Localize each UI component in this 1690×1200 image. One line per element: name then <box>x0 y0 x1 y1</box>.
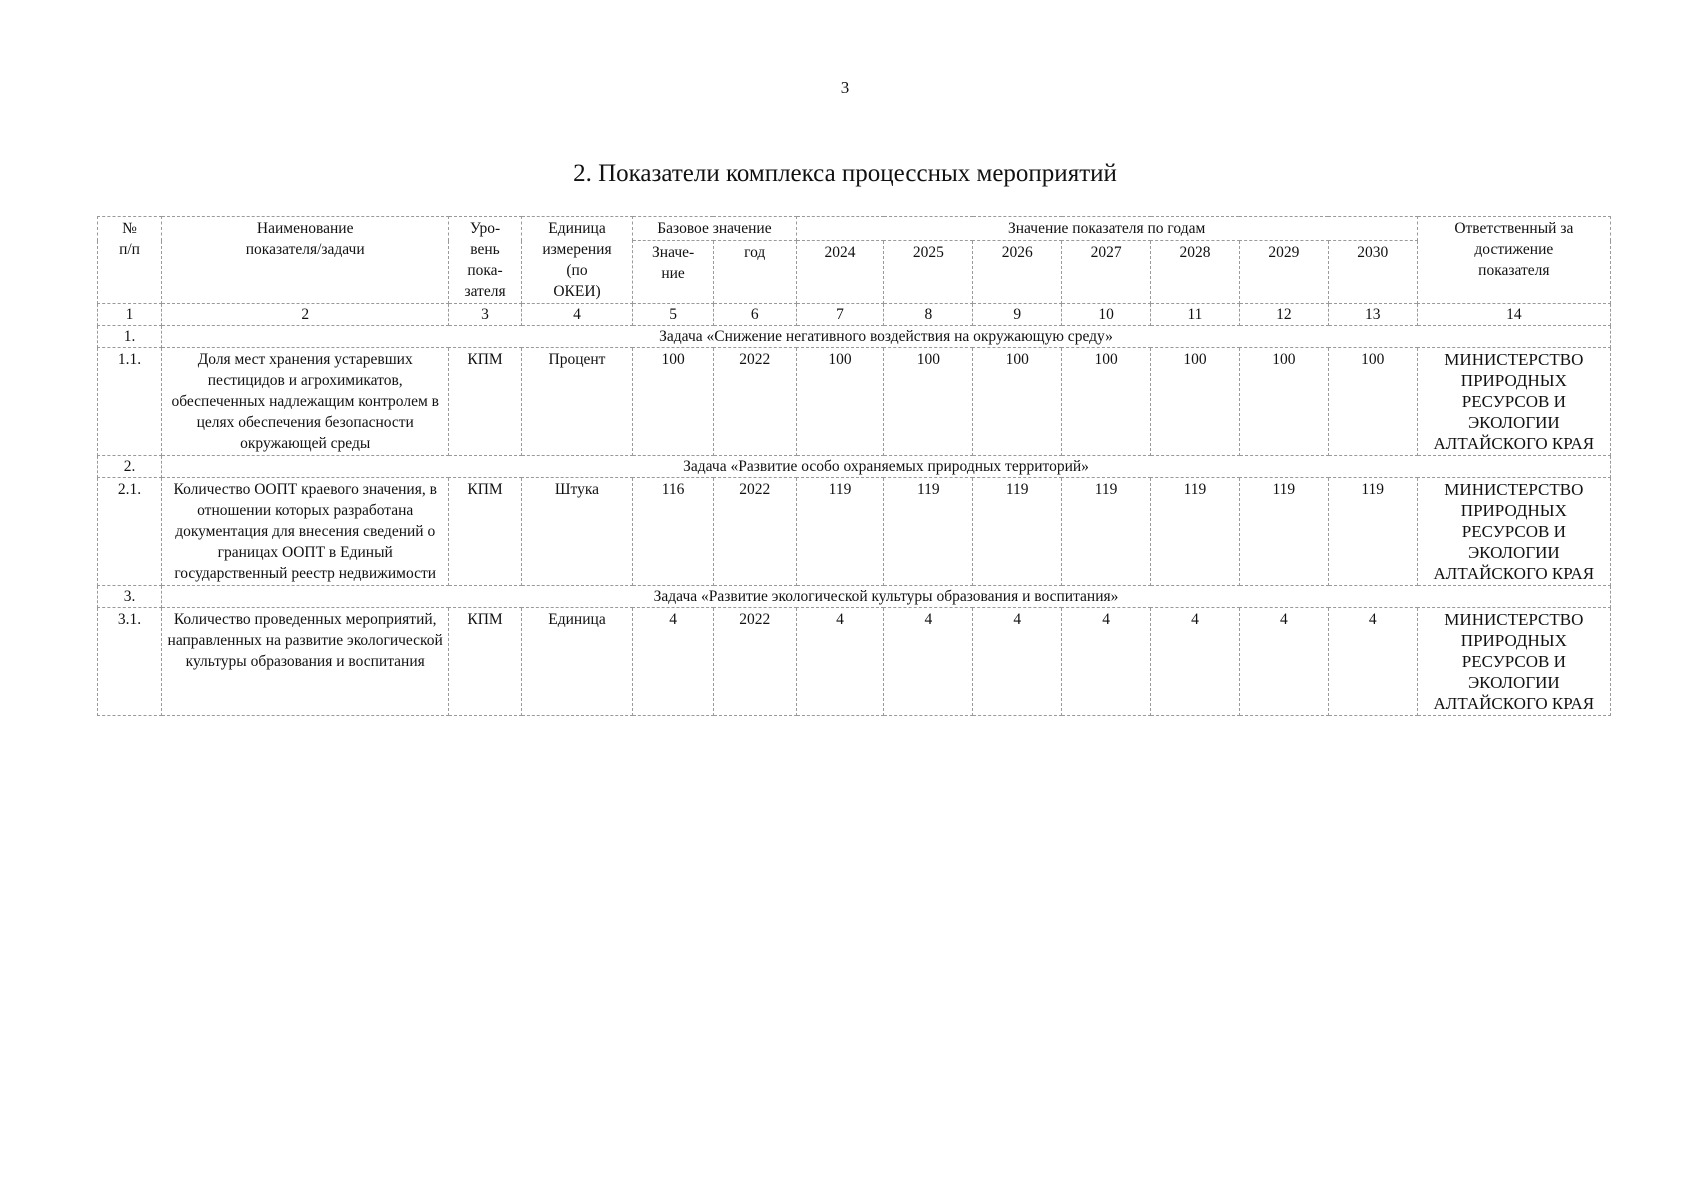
column-index: 12 <box>1239 304 1328 326</box>
task-title: Задача «Развитие экологической культуры образования и воспитания» <box>162 586 1611 608</box>
indicator-year-value: 4 <box>973 608 1062 716</box>
indicator-year-value: 4 <box>1062 608 1151 716</box>
indicator-row <box>98 348 1611 456</box>
indicator-year-value: 100 <box>884 348 973 456</box>
indicator-year-value: 4 <box>1239 608 1328 716</box>
column-index: 14 <box>1417 304 1610 326</box>
header-year: 2029 <box>1239 241 1328 304</box>
indicator-number: 1.1. <box>98 348 162 456</box>
indicator-year-value: 100 <box>1328 348 1417 456</box>
header-year: 2025 <box>884 241 973 304</box>
indicator-year-value: 119 <box>1239 478 1328 586</box>
indicator-year-value: 100 <box>1062 348 1151 456</box>
indicator-year-value: 4 <box>1151 608 1240 716</box>
column-index: 4 <box>521 304 633 326</box>
indicator-year-value: 100 <box>973 348 1062 456</box>
indicator-name: Доля мест хранения устаревших пестицидов и агрохимикатов, обеспеченных надлежащим контролем в целях обеспечения безопасности окружающей среды <box>162 348 449 456</box>
header-unit: Единица измерения (по ОКЕИ) <box>521 217 633 304</box>
indicator-base-year: 2022 <box>713 608 796 716</box>
task-title: Задача «Снижение негативного воздействия на окружающую среду» <box>162 326 1611 348</box>
task-number: 2. <box>98 456 162 478</box>
column-index: 11 <box>1151 304 1240 326</box>
page-title: 2. Показатели комплекса процессных мероприятий <box>573 160 1117 187</box>
header-level: Уро- вень пока- зателя <box>449 217 521 304</box>
indicator-year-value: 4 <box>796 608 884 716</box>
indicator-level: КПМ <box>449 348 521 456</box>
header-years-group: Значение показателя по годам <box>796 217 1417 241</box>
indicator-year-value: 100 <box>1239 348 1328 456</box>
indicator-year-value: 4 <box>1328 608 1417 716</box>
header-num: № п/п <box>98 217 162 304</box>
indicator-base-year: 2022 <box>713 348 796 456</box>
column-index: 6 <box>713 304 796 326</box>
indicators-table <box>97 216 1611 716</box>
indicator-year-value: 119 <box>1062 478 1151 586</box>
header-name: Наименование показателя/задачи <box>162 217 449 304</box>
header-base-year: год <box>713 241 796 304</box>
task-row <box>98 326 1611 348</box>
header-base-group: Базовое значение <box>633 217 796 241</box>
indicator-responsible: МИНИСТЕРСТВО ПРИРОДНЫХ РЕСУРСОВ И ЭКОЛОГИИ АЛТАЙСКОГО КРАЯ <box>1417 478 1610 586</box>
indicator-year-value: 100 <box>796 348 884 456</box>
task-row <box>98 456 1611 478</box>
indicator-year-value: 4 <box>884 608 973 716</box>
indicator-base-value: 100 <box>633 348 714 456</box>
header-year: 2026 <box>973 241 1062 304</box>
header-year: 2030 <box>1328 241 1417 304</box>
indicator-level: КПМ <box>449 608 521 716</box>
indicator-number: 3.1. <box>98 608 162 716</box>
task-number: 3. <box>98 586 162 608</box>
task-title: Задача «Развитие особо охраняемых природных территорий» <box>162 456 1611 478</box>
header-year: 2024 <box>796 241 884 304</box>
indicator-row <box>98 478 1611 586</box>
indicator-name: Количество ООПТ краевого значения, в отношении которых разработана документация для внесения сведений о границах ООПТ в Единый государственный реестр недвижимости <box>162 478 449 586</box>
indicator-number: 2.1. <box>98 478 162 586</box>
indicator-base-value: 4 <box>633 608 714 716</box>
column-index-row <box>98 304 1611 326</box>
indicator-base-value: 116 <box>633 478 714 586</box>
header-year: 2027 <box>1062 241 1151 304</box>
indicator-year-value: 119 <box>973 478 1062 586</box>
header-responsible: Ответственный за достижение показателя <box>1417 217 1610 304</box>
indicator-responsible: МИНИСТЕРСТВО ПРИРОДНЫХ РЕСУРСОВ И ЭКОЛОГИИ АЛТАЙСКОГО КРАЯ <box>1417 608 1610 716</box>
indicator-row <box>98 608 1611 716</box>
indicator-unit: Штука <box>521 478 633 586</box>
header-year: 2028 <box>1151 241 1240 304</box>
indicator-year-value: 100 <box>1151 348 1240 456</box>
task-number: 1. <box>98 326 162 348</box>
task-row <box>98 586 1611 608</box>
column-index: 1 <box>98 304 162 326</box>
indicator-unit: Процент <box>521 348 633 456</box>
column-index: 10 <box>1062 304 1151 326</box>
column-index: 3 <box>449 304 521 326</box>
indicator-responsible: МИНИСТЕРСТВО ПРИРОДНЫХ РЕСУРСОВ И ЭКОЛОГИИ АЛТАЙСКОГО КРАЯ <box>1417 348 1610 456</box>
indicator-unit: Единица <box>521 608 633 716</box>
indicator-year-value: 119 <box>1151 478 1240 586</box>
indicator-base-year: 2022 <box>713 478 796 586</box>
column-index: 9 <box>973 304 1062 326</box>
column-index: 2 <box>162 304 449 326</box>
column-index: 8 <box>884 304 973 326</box>
indicator-year-value: 119 <box>1328 478 1417 586</box>
column-index: 5 <box>633 304 714 326</box>
header-base-value: Значе- ние <box>633 241 714 304</box>
indicator-year-value: 119 <box>796 478 884 586</box>
column-index: 7 <box>796 304 884 326</box>
indicator-year-value: 119 <box>884 478 973 586</box>
page-number: 3 <box>840 78 850 97</box>
indicator-level: КПМ <box>449 478 521 586</box>
indicator-name: Количество проведенных мероприятий, направленных на развитие экологической культуры образования и воспитания <box>162 608 449 716</box>
column-index: 13 <box>1328 304 1417 326</box>
